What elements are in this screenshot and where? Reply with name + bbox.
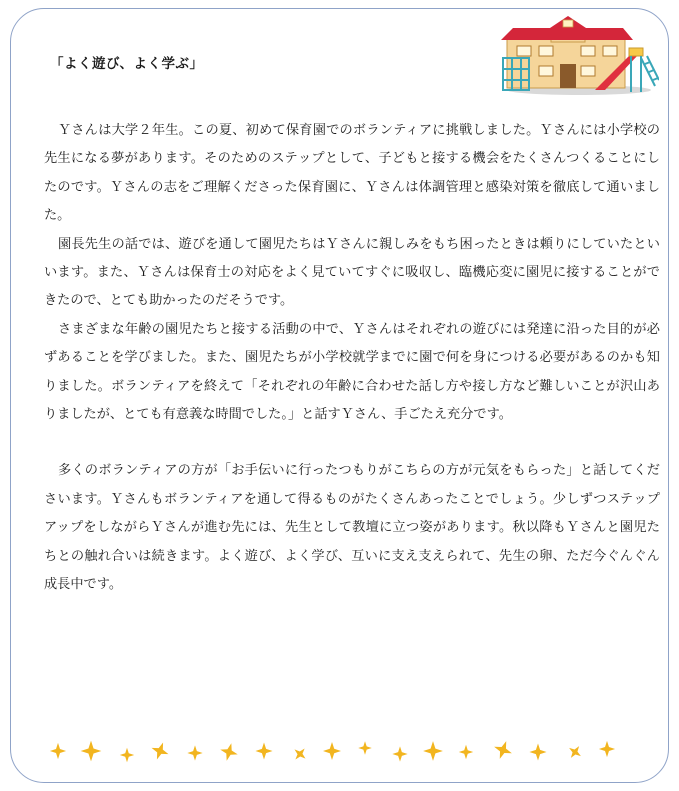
- star-icon: [529, 743, 546, 760]
- star-icon: [120, 748, 134, 762]
- paragraph-3: さまざまな年齢の園児たちと接する活動の中で、Ｙさんはそれぞれの遊びには発達に沿った目的が必ずあることを学びました。また、園児たちが小学校就学までに園で何を身につける必要があるのかも知りました。ボランティアを終えて「それぞれの年齢に合わせた話し方や接し方など難しいことが沢山ありましたが、とても有意義な時間でした。」と話すＹさん、手ごたえ充分です。: [44, 321, 660, 423]
- star-icon: [323, 742, 341, 760]
- star-icon: [290, 744, 310, 764]
- star-icon: [491, 738, 515, 762]
- paragraph-1: Ｙさんは大学２年生。この夏、初めて保育園でのボランティアに挑戦しました。Ｙさんには小学校の先生になる夢があります。そのためのステップとして、子どもと接する機会をたくさんつくることにしたのです。Ｙさんの志をご理解くださった保育園に、Ｙさんは体調管理と感染対策を徹底して通いました。: [44, 123, 660, 224]
- star-icon: [148, 739, 171, 762]
- star-icon: [50, 743, 66, 759]
- star-icon: [565, 742, 585, 762]
- article-title: 「よく遊び、よく学ぶ」: [50, 56, 204, 72]
- star-icon: [392, 746, 407, 761]
- star-icon: [459, 745, 473, 759]
- star-icon: [255, 742, 272, 759]
- paragraph-4: 多くのボランティアの方が「お手伝いに行ったつもりがこちらの方が元気をもらった」と話してくださいます。Ｙさんもボランティアを通して得るものがたくさんあったことでしょう。少しずつステップアップをしながらＹさんが進む先には、先生として教壇に立つ姿があります。秋以降もＹさんと園児たちとの触れ合いは続きます。よく遊び、よく学び、互いに支え支えられて、先生の卵、ただ今ぐんぐん成長中です。: [44, 463, 660, 593]
- star-icon: [599, 741, 615, 757]
- star-icon: [187, 745, 202, 760]
- star-icon: [81, 741, 102, 762]
- star-icon: [218, 741, 240, 763]
- paragraph-2: 園長先生の話では、遊びを通して園児たちはＹさんに親しみをもち困ったときは頼りにしていたといいます。また、Ｙさんは保育士の対応をよく見ていてすぐに吸収し、臨機応変に園児に接することができたので、とても助かったのだそうです。: [44, 236, 660, 309]
- star-icon: [358, 741, 372, 755]
- star-icon: [423, 741, 443, 761]
